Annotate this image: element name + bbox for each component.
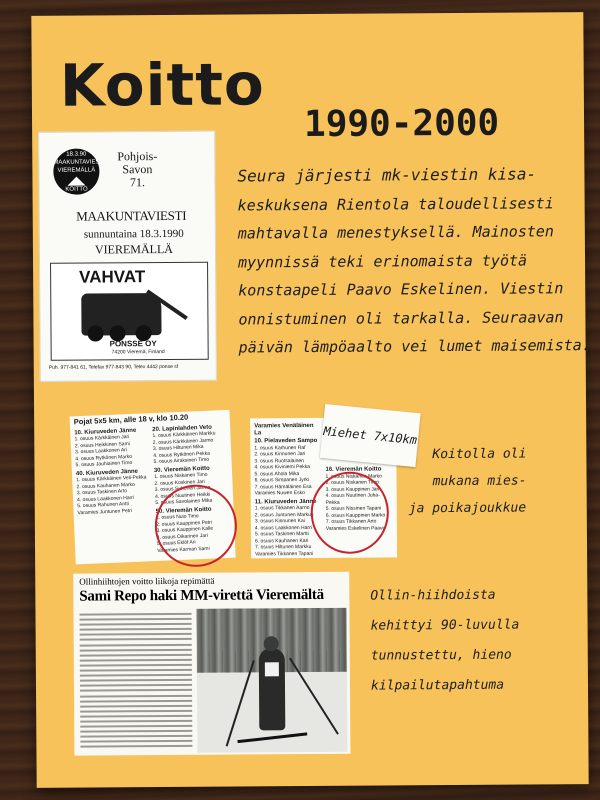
flyer-date: sunnuntaina 18.3.1990 bbox=[83, 227, 184, 241]
result-row: 6. osuus Kauppinen Marko bbox=[325, 511, 386, 519]
result-row: 5. osuus Taskinen Martti bbox=[254, 531, 309, 538]
result-row: 2. osuus Kinnunen Jari bbox=[254, 451, 306, 458]
team-heading: 16. Vieremän Koitto bbox=[325, 466, 382, 473]
note-line: Koitolla oli bbox=[432, 446, 527, 463]
region-line: Savon bbox=[122, 162, 153, 177]
story-line: myynnissä teki erinomaista työtä bbox=[237, 250, 528, 271]
team-heading: 11. Kiuruveden Jänne bbox=[254, 498, 317, 505]
result-row: 4. osuus Kiviniemi Pekka bbox=[254, 464, 311, 471]
flyer-place: VIEREMÄLLÄ bbox=[94, 241, 173, 257]
region-line: Pohjois- bbox=[117, 149, 158, 164]
poster-title: Koitto bbox=[59, 50, 265, 120]
relay-flyer bbox=[38, 131, 217, 382]
result-row: 5. osuus Eklöf Ari bbox=[156, 539, 196, 547]
team-heading: 10. Kiuruveden Jänne bbox=[74, 427, 137, 436]
result-row: 3. osuus Ruotsalainen bbox=[254, 457, 304, 464]
event-badge-logo bbox=[53, 148, 105, 194]
result-row: 7. osuus Hiltunen Markku bbox=[255, 543, 312, 551]
sponsor-advert bbox=[50, 262, 209, 361]
result-row: 3. osuus Hiltunen Mika bbox=[152, 443, 204, 453]
result-row: 1. osuus Niskanen Marko bbox=[325, 472, 382, 480]
result-row: 2. osuus Juntunen Markus bbox=[254, 511, 314, 518]
team-heading: 10. Pielaveden Sampo bbox=[254, 437, 318, 445]
sticky-note bbox=[320, 404, 421, 467]
badge-date: 18.3.90 bbox=[66, 151, 87, 158]
newspaper-clipping bbox=[73, 572, 350, 756]
ski-pole-icon bbox=[226, 660, 255, 746]
result-row: 5. osuus Airaksinen Timo bbox=[153, 456, 210, 466]
result-row: 2. osuus Kärkkäinen Jarmo bbox=[152, 437, 214, 446]
flyer-phones: Puh. 977-841 61, Telefax 977-843 90, Telex 4442 ponse sf bbox=[48, 363, 179, 371]
sticky-note-text: Miehet 7x10km bbox=[322, 424, 418, 448]
red-circle-highlight bbox=[311, 471, 390, 554]
results-column-left bbox=[254, 421, 322, 558]
story-line: onnistuminen oli tarkalla. Seuraavan bbox=[238, 307, 564, 328]
note-line: tunnustettu, hieno bbox=[370, 647, 512, 664]
race-bib bbox=[265, 662, 279, 676]
skier-photo bbox=[196, 608, 347, 753]
result-row: Varamies Nuwen Esko bbox=[254, 490, 305, 497]
result-row: 5. osuus Nissinen Tapani bbox=[325, 505, 382, 512]
story-line: mahtavalla menestyksellä. Mainosten bbox=[237, 222, 554, 243]
result-row: Varamies Tikkanen Tapani bbox=[255, 550, 314, 557]
result-row: 3. osuus Taskinen Arto bbox=[76, 488, 128, 497]
result-row: 2. osuus Niskanen Timo bbox=[325, 479, 379, 486]
team-heading: Varamies Venäläinen La bbox=[254, 422, 314, 436]
result-row: 1. osuus Nuio Timo bbox=[155, 513, 199, 521]
result-row: 7. osuus Hämäläinen Esa bbox=[254, 483, 312, 490]
result-row: 1. osuus Kärkkäinen Markku bbox=[152, 430, 216, 440]
result-row: 4. osuus Rytkönen Marko bbox=[75, 453, 133, 462]
result-row: 4. osuus Laakkonen Harri bbox=[254, 524, 312, 531]
result-row: 1. osuus Tikkanen Aarno bbox=[254, 505, 310, 512]
advert-address: 74200 Vieremä, Finland bbox=[111, 349, 165, 356]
result-row: 2. osuus Kauppinen Petri bbox=[156, 519, 213, 528]
note-line: Ollin-hiihdoista bbox=[370, 587, 496, 604]
results-column-left bbox=[74, 425, 153, 557]
story-line: keskuksena Rientola taloudellisesti bbox=[237, 193, 554, 215]
result-row: 5. osuus Savolainen Mika bbox=[155, 497, 213, 507]
team-heading: 30. Vieremän Koitto bbox=[153, 465, 210, 474]
ski-icon bbox=[237, 732, 307, 743]
result-row: 2. osuus Kauhanen Marko bbox=[76, 481, 135, 490]
region-line: 71. bbox=[129, 175, 146, 190]
result-row: 6. osuus Kauhanen Kari bbox=[254, 537, 309, 544]
story-line: konstaapeli Paavo Eskelinen. Viestin bbox=[238, 279, 564, 300]
club-history-poster bbox=[31, 12, 591, 788]
result-row: 5. osuus Jauhiainen Timo bbox=[75, 459, 133, 469]
result-row: 4. osuus Oikarinen Jari bbox=[156, 532, 208, 541]
note-line: kehittyi 90-luvulla bbox=[370, 617, 520, 634]
result-row: 4. osuus Laakkonen Harri bbox=[76, 494, 135, 503]
note-line: ja poikajoukkue bbox=[408, 500, 527, 517]
advert-brand: PONSSE OY bbox=[109, 339, 157, 349]
result-row: 5. osuus Ahola Mika bbox=[254, 470, 300, 477]
team-heading: 50. Vieremän Koitto bbox=[155, 506, 212, 515]
handwritten-story bbox=[237, 160, 591, 362]
badge-place: VIEREMÄLLÄ bbox=[57, 166, 96, 174]
result-row: 2. osuus Heikkinen Sami bbox=[74, 440, 130, 449]
advert-slogan: VAHVAT bbox=[79, 267, 146, 287]
result-row: Varamies Juntunen Petri bbox=[77, 507, 133, 516]
result-row: 7. osuus Tikkanen Arto bbox=[325, 518, 377, 525]
result-row: 4. osuus Nuutinen Heikki bbox=[154, 491, 211, 500]
result-row: 4. osuus Nuutinen Juha-Pekka bbox=[325, 492, 380, 506]
flyer-region bbox=[117, 150, 157, 189]
note-line: kilpailutapahtuma bbox=[370, 677, 505, 694]
story-line: Seura järjesti mk-viestin kisa- bbox=[237, 164, 537, 186]
result-row: 6. osuus Simpanen Jyrki bbox=[254, 477, 310, 484]
story-line: päivän lämpöaalto vei lumet maisemista. bbox=[238, 336, 591, 357]
skier-figure bbox=[259, 648, 286, 730]
result-row: 3. osuus Kauppinen Kalle bbox=[156, 525, 214, 534]
badge-event: MAAKUNTAVIESTI bbox=[53, 158, 105, 166]
result-row: 3. osuus Kinnunen Kai bbox=[254, 518, 305, 525]
result-row: 1. osuus Niskanen Timo bbox=[154, 471, 208, 481]
result-row: 4. osuus Rytkönen Pekka bbox=[153, 450, 211, 459]
result-row: 3. osuus Laakkonen Ari bbox=[74, 447, 128, 456]
note-line: mukana mies- bbox=[432, 473, 527, 490]
result-row: 1. osuus Karhunen Raf bbox=[254, 444, 306, 451]
result-row: Varamies Karman Sami bbox=[157, 545, 210, 554]
red-circle-highlight bbox=[155, 485, 238, 568]
team-heading: 40. Kiuruveden Jänne bbox=[75, 468, 139, 477]
handwritten-note-teams bbox=[408, 440, 553, 522]
result-row: 3. osuus Suhonen Jarmo bbox=[154, 484, 211, 494]
result-row: 3. osuus Kauppinen Jari bbox=[325, 486, 380, 493]
handwritten-note-ollinhiihdot bbox=[370, 580, 561, 701]
result-row: 5. osuus Rahunen Antti bbox=[77, 501, 130, 510]
clipping-header: Pojat 5x5 km, alle 18 v, klo 10.20 bbox=[73, 412, 189, 427]
skier-head bbox=[264, 636, 279, 651]
result-row: 2. osuus Koskinen Jari bbox=[154, 478, 205, 487]
flyer-event-name: MAAKUNTAVIESTI bbox=[76, 207, 187, 224]
news-body-text bbox=[79, 613, 192, 751]
news-headline: Sami Repo haki MM-virettä Vieremältä bbox=[79, 586, 324, 605]
badge-club: KOITTO bbox=[65, 186, 88, 193]
result-row: 1. osuus Kärkkäinen Jari bbox=[74, 434, 130, 443]
result-row: Varamies Eskelinen Paavo bbox=[325, 524, 386, 532]
result-row: 1. osuus Kärkkäinen Veli-Pekka bbox=[76, 474, 147, 484]
news-kicker: Ollinhiihtojen voitto liikoja repimättä bbox=[79, 575, 215, 587]
team-heading: 20. Lapinlahden Veto bbox=[152, 424, 212, 433]
wheel-icon bbox=[87, 325, 103, 341]
mountain-icon bbox=[67, 176, 85, 185]
poster-years: 1990-2000 bbox=[303, 102, 500, 146]
